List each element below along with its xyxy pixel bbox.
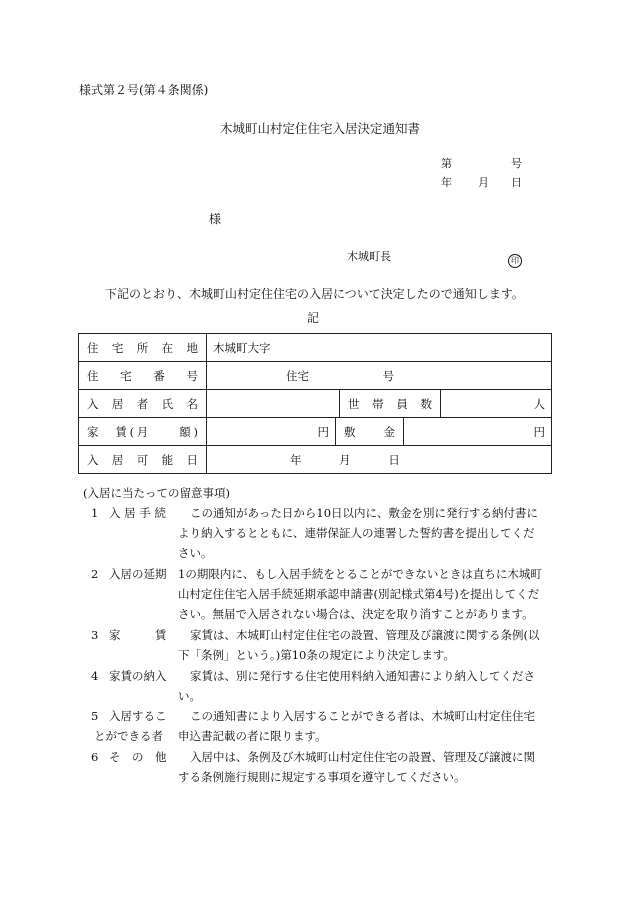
addressee-suffix: 様 <box>209 212 222 226</box>
note-number: 3 <box>91 628 99 642</box>
address-value: 木城町大字 <box>207 334 552 362</box>
table-row-name <box>79 390 552 418</box>
intro-text: 下記のとおり、木城町山村定住住宅の入居について決定したので通知します。 <box>105 287 524 301</box>
note-line: より納入するとともに、連帯保証人の連署した誓約書を提出してくだ <box>178 526 535 540</box>
note-title: 入 居 手 続 <box>109 506 166 520</box>
note-line: この通知があった日から10日以内に、敷金を別に発行する納付書に <box>190 506 539 520</box>
note-number: 5 <box>91 709 99 723</box>
rent-label: 家 賃(月 額) <box>79 418 207 446</box>
move-in-month: 月 <box>339 452 351 467</box>
note-line: 山村定住住宅入居手続延期承認申請書(別記様式第4号)を提出してくだ <box>178 587 540 601</box>
note-title: 家 賃 <box>109 628 167 642</box>
deposit-label: 敷金 <box>336 418 404 446</box>
number-value-go: 号 <box>382 368 395 383</box>
note-number: 6 <box>91 750 99 764</box>
note-line: 家賃は、木城町山村定住住宅の設置、管理及び譲渡に関する条例(以 <box>190 628 540 642</box>
note-line: さい。無届で入居されない場合は、決定を取り消すことがあります。 <box>178 607 534 621</box>
move-in-label: 入居可能日 <box>79 446 207 474</box>
number-label-dai: 第 <box>441 157 452 170</box>
table-row-rent <box>79 418 552 446</box>
number-label: 住宅番号 <box>79 362 207 390</box>
note-title: 入居するこ <box>109 709 167 723</box>
details-table <box>78 333 552 474</box>
members-label: 世帯員数 <box>340 390 441 418</box>
ki-label: 記 <box>307 311 320 325</box>
note-title: そ の 他 <box>109 750 167 764</box>
date-day-label: 日 <box>511 176 522 189</box>
note-line: さい。 <box>178 546 213 560</box>
table-row-move-in <box>79 446 552 474</box>
deposit-unit: 円 <box>404 418 552 446</box>
move-in-day: 日 <box>388 452 400 467</box>
issuer-name: 木城町長 <box>347 250 391 263</box>
move-in-value <box>207 446 552 474</box>
form-number: 様式第２号(第４条関係) <box>79 83 209 97</box>
members-unit: 人 <box>441 390 552 418</box>
note-line: する条例施行規則に規定する事項を遵守してください。 <box>178 770 466 784</box>
notes-heading: (入居に当たっての留意事項) <box>83 486 230 500</box>
note-line: い。 <box>178 689 201 703</box>
note-line: 家賃は、別に発行する住宅使用料納入通知書により納入してくださ <box>190 669 535 683</box>
name-value <box>207 390 340 418</box>
name-label: 入居者氏名 <box>79 390 207 418</box>
document-title: 木城町山村定住住宅入居決定通知書 <box>220 121 421 136</box>
table-row-number <box>79 362 552 390</box>
note-line: 入居中は、条例及び木城町山村定住住宅の設置、管理及び譲渡に関 <box>190 750 535 764</box>
number-value-house: 住宅 <box>286 368 309 383</box>
date-year-label: 年 <box>441 176 452 189</box>
note-title: 家賃の納入 <box>109 669 167 683</box>
note-number: 2 <box>91 567 99 581</box>
note-title-2: とができる者 <box>94 729 163 743</box>
table-row-address <box>79 334 552 362</box>
address-label: 住宅所在地 <box>79 334 207 362</box>
note-line: 1の期限内に、もし入居手続をとることができないときは直ちに木城町 <box>178 567 542 581</box>
note-line: この通知書により入居することができる者は、木城町山村定住住宅 <box>190 709 535 723</box>
note-number: 4 <box>91 669 99 683</box>
rent-unit: 円 <box>207 418 336 446</box>
number-label-go: 号 <box>511 157 522 170</box>
note-number: 1 <box>91 506 99 520</box>
move-in-year: 年 <box>290 452 302 467</box>
note-line: 申込書記載の者に限ります。 <box>178 729 327 743</box>
date-month-label: 月 <box>478 176 489 189</box>
note-line: 下「条例」という。)第10条の規定により決定します。 <box>178 648 455 662</box>
number-value <box>207 362 552 390</box>
note-title: 入居の延期 <box>109 567 167 581</box>
seal-text: 印 <box>508 254 522 268</box>
seal-mark <box>508 250 522 268</box>
